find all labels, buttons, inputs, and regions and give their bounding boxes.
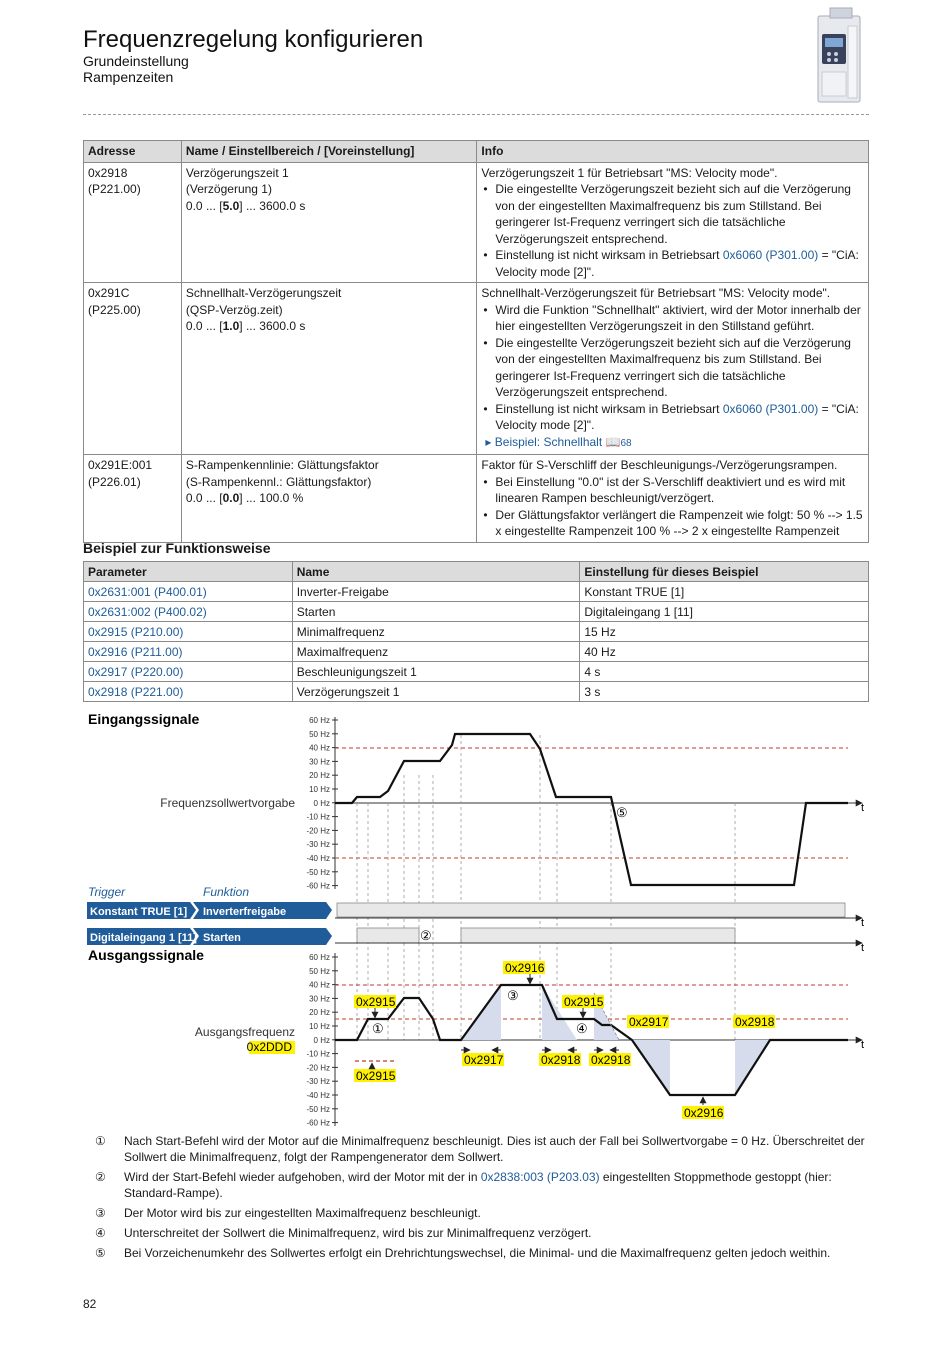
info-bullet: • Wird die Funktion "Schnellhalt" aktiviert, wird der Motor innerhalb der hier eingestellten Verzögerungszeit in den Stillstand geführt. bbox=[495, 302, 864, 335]
axis-tick-label: 20 Hz bbox=[309, 771, 330, 781]
param-short-name: (Verzögerung 1) bbox=[185, 182, 272, 196]
table-cell: 40 Hz bbox=[580, 642, 869, 662]
note-item: ③ Der Motor wird bis zur eingestellten Maximalfrequenz beschleunigt. bbox=[95, 1206, 481, 1220]
tag-decel-time: 0x2918 bbox=[735, 1015, 775, 1029]
axis-tick-label: -40 Hz bbox=[306, 1091, 330, 1100]
time-axis-label: t bbox=[861, 917, 865, 929]
column-header: Name / Einstellbereich / [Voreinstellung] bbox=[181, 141, 477, 163]
table-row bbox=[84, 455, 869, 543]
note-item: ② Wird der Start-Befehl wieder aufgehoben, wird der Motor mit der in 0x2838:003 (P203.03) eingestellten Stoppmethode gestoppt (hier: Standard-Rampe). bbox=[95, 1170, 832, 1200]
axis-tick-label: 50 Hz bbox=[309, 966, 330, 976]
table-row bbox=[84, 662, 869, 682]
output-label: Ausgangsfrequenz bbox=[194, 1025, 295, 1039]
axis-tick-label: -60 Hz bbox=[306, 1118, 330, 1128]
example-table bbox=[83, 561, 869, 702]
axis-tick-label: 10 Hz bbox=[309, 785, 330, 794]
param-link[interactable]: 0x2631:001 (P400.01) bbox=[84, 582, 293, 602]
page-number: 82 bbox=[83, 1297, 97, 1311]
marker-2: ② bbox=[420, 928, 432, 943]
info-bullet: • Der Glättungsfaktor verlängert die Rampenzeit wie folgt: 50 % --> 1.5 x eingestellte Rampenzeit 100 % --> 2 x eingestellte Rampenzeit bbox=[495, 507, 864, 540]
parameter-table bbox=[83, 140, 869, 543]
signal-inverter-enable bbox=[87, 902, 864, 929]
column-header: Einstellung für dieses Beispiel bbox=[580, 562, 869, 582]
tag-decel-time: 0x2918 bbox=[541, 1053, 581, 1067]
signal2-trigger-text: Digitaleingang 1 [11] bbox=[90, 932, 197, 944]
param-range: 0.0 ... [0.0] ... 100.0 % bbox=[185, 491, 304, 505]
param-link[interactable]: 0x2915 (P210.00) bbox=[84, 622, 293, 642]
axis-tick-label: 30 Hz bbox=[309, 994, 330, 1004]
axis-tick-label: 30 Hz bbox=[309, 757, 330, 767]
param-link[interactable]: 0x2918 (P221.00) bbox=[84, 682, 293, 702]
marker-5: ⑤ bbox=[616, 805, 628, 820]
axis-tick-label: 40 Hz bbox=[309, 980, 330, 990]
signal2-function-text: Starten bbox=[203, 932, 241, 944]
column-header: Adresse bbox=[84, 141, 182, 163]
axis-tick-label: -40 Hz bbox=[306, 854, 330, 863]
setpoint-label: Frequenzsollwertvorgabe bbox=[160, 796, 295, 810]
param-short-name: (QSP-Verzög.zeit) bbox=[185, 302, 283, 317]
axis-tick-label: -20 Hz bbox=[306, 826, 330, 836]
table-header-row bbox=[84, 141, 869, 163]
table-cell: 4 s bbox=[580, 662, 869, 682]
param-link[interactable]: 0x2917 (P220.00) bbox=[84, 662, 293, 682]
address-alias: (P226.01) bbox=[88, 474, 141, 489]
table-cell: Inverter-Freigabe bbox=[292, 582, 580, 602]
param-name: Schnellhalt-Verzögerungszeit bbox=[185, 286, 342, 300]
table-row bbox=[84, 602, 869, 622]
table-cell: 3 s bbox=[580, 682, 869, 702]
section-title: Beispiel zur Funktionsweise bbox=[83, 540, 271, 556]
table-cell: Minimalfrequenz bbox=[292, 622, 580, 642]
param-range: 0.0 ... [5.0] ... 3600.0 s bbox=[185, 198, 306, 213]
axis-tick-label: -50 Hz bbox=[306, 1104, 330, 1114]
param-short-name: (S-Rampenkennl.: Glättungsfaktor) bbox=[185, 474, 372, 489]
input-signals-title: Eingangssignale bbox=[88, 711, 200, 727]
output-param-text: 0x2DDD bbox=[246, 1040, 292, 1054]
address-alias: (P221.00) bbox=[88, 182, 141, 196]
example-link[interactable]: ▸ Beispiel: Schnellhalt bbox=[485, 435, 602, 449]
axis-tick-label: -50 Hz bbox=[306, 867, 330, 877]
column-header: Name bbox=[292, 562, 580, 582]
axis-tick-label: 40 Hz bbox=[309, 743, 330, 753]
axis-tick-label: 60 Hz bbox=[309, 953, 330, 962]
column-header: Info bbox=[477, 141, 869, 163]
page-title: Frequenzregelung konfigurieren bbox=[83, 26, 424, 53]
info-bullet: • Einstellung ist nicht wirksam in Betriebsart 0x6060 (P301.00) = "CiA: Velocity mode [2]". bbox=[495, 401, 864, 434]
note-item: ⑤ Bei Vorzeichenumkehr des Sollwertes erfolgt ein Drehrichtungswechsel, die Minimal- und die Maximalfrequenz gelten jedoch weithin. bbox=[95, 1246, 831, 1260]
book-icon: 📖 bbox=[605, 434, 621, 449]
table-cell: Maximalfrequenz bbox=[292, 642, 580, 662]
marker-3: ③ bbox=[507, 988, 519, 1003]
timing-diagram bbox=[0, 705, 950, 1130]
table-header-row bbox=[84, 562, 869, 582]
time-axis-label: t bbox=[861, 802, 865, 814]
param-name: S-Rampenkennlinie: Glättungsfaktor bbox=[185, 458, 379, 472]
axis-tick-label: -10 Hz bbox=[306, 1049, 330, 1059]
axis-tick-label: 0 Hz bbox=[313, 1035, 330, 1045]
table-row bbox=[84, 622, 869, 642]
table-cell: Verzögerungszeit 1 bbox=[292, 682, 580, 702]
tag-accel-time: 0x2917 bbox=[464, 1053, 504, 1067]
axis-tick-label: -60 Hz bbox=[306, 881, 330, 891]
info-title: Faktor für S-Verschliff der Beschleunigungs-/Verzögerungsrampen. bbox=[481, 458, 838, 472]
time-axis-label: t bbox=[861, 942, 865, 954]
info-bullet: • Einstellung ist nicht wirksam in Betriebsart 0x6060 (P301.00) = "CiA: Velocity mode [2]". bbox=[495, 247, 864, 280]
inverter-device-icon bbox=[812, 6, 866, 104]
info-title: Schnellhalt-Verzögerungszeit für Betriebsart "MS: Velocity mode". bbox=[481, 286, 831, 300]
breadcrumb-level-1: Grundeinstellung bbox=[83, 53, 189, 69]
tag-decel-time: 0x2918 bbox=[591, 1053, 631, 1067]
table-row bbox=[84, 582, 869, 602]
address: 0x291C bbox=[88, 286, 130, 300]
table-cell: Digitaleingang 1 [11] bbox=[580, 602, 869, 622]
param-link[interactable]: 0x2916 (P211.00) bbox=[84, 642, 293, 662]
info-bullet: • Bei Einstellung "0.0" ist der S-Verschliff deaktiviert und es wird mit linearen Rampen beschleunigt/verzögert. bbox=[495, 474, 864, 507]
param-link[interactable]: 0x6060 (P301.00) bbox=[722, 401, 819, 416]
marker-4: ④ bbox=[576, 1021, 588, 1036]
breadcrumb-level-2: Rampenzeiten bbox=[83, 69, 174, 85]
axis-tick-label: 10 Hz bbox=[309, 1022, 330, 1031]
page-ref[interactable]: 68 bbox=[620, 437, 632, 449]
tag-accel-time: 0x2917 bbox=[629, 1015, 669, 1029]
table-row bbox=[84, 283, 869, 455]
trigger-label: Trigger bbox=[88, 885, 126, 899]
axis-tick-label: -20 Hz bbox=[306, 1063, 330, 1073]
table-cell: 15 Hz bbox=[580, 622, 869, 642]
tag-min-frequency: 0x2915 bbox=[564, 995, 604, 1009]
info-title: Verzögerungszeit 1 für Betriebsart "MS: Velocity mode". bbox=[481, 165, 778, 180]
table-cell: Starten bbox=[292, 602, 580, 622]
tag-max-frequency: 0x2916 bbox=[684, 1106, 724, 1120]
setpoint-axis bbox=[306, 716, 865, 891]
header-separator bbox=[83, 114, 869, 115]
axis-tick-label: -30 Hz bbox=[306, 1077, 330, 1087]
signal1-trigger-text: Konstant TRUE [1] bbox=[90, 906, 188, 918]
signal1-function-text: Inverterfreigabe bbox=[203, 906, 287, 918]
tag-min-frequency: 0x2915 bbox=[356, 1069, 396, 1083]
footnotes bbox=[95, 1133, 875, 1265]
function-label: Funktion bbox=[203, 885, 250, 899]
info-bullet: • Die eingestellte Verzögerungszeit bezieht sich auf die Verzögerung von der eingestellten Maximalfrequenz bis zum Stillstand. Bei geringerer Ist-Frequenz verringert sich die tatsächliche Verzögerungszeit entsprechend. bbox=[495, 181, 864, 247]
note-item: ① Nach Start-Befehl wird der Motor auf die Minimalfrequenz beschleunigt. Dies ist auch der Fall bei Sollwertvorgabe = 0 Hz. Überschreitet der Sollwert die Minimalfrequenz, folgt der Rampengenerator dem Sollwert. bbox=[95, 1134, 865, 1164]
param-name: Verzögerungszeit 1 bbox=[185, 165, 289, 180]
table-cell: Konstant TRUE [1] bbox=[580, 582, 869, 602]
table-cell: Beschleunigungszeit 1 bbox=[292, 662, 580, 682]
param-range: 0.0 ... [1.0] ... 3600.0 s bbox=[185, 319, 306, 333]
table-row bbox=[84, 682, 869, 702]
axis-tick-label: 60 Hz bbox=[309, 716, 330, 725]
table-row bbox=[84, 162, 869, 283]
address: 0x291E:001 bbox=[88, 458, 153, 472]
axis-tick-label: 50 Hz bbox=[309, 729, 330, 739]
param-link[interactable]: 0x2631:002 (P400.02) bbox=[84, 602, 293, 622]
marker-1: ① bbox=[372, 1021, 384, 1036]
tag-max-frequency: 0x2916 bbox=[505, 961, 545, 975]
param-link[interactable]: 0x2838:003 (P203.03) bbox=[480, 1170, 600, 1184]
axis-tick-label: -10 Hz bbox=[306, 812, 330, 822]
address-alias: (P225.00) bbox=[88, 302, 141, 317]
setpoint-curve bbox=[335, 734, 848, 885]
note-item: ④ Unterschreitet der Sollwert die Minimalfrequenz, wird bis zur Minimalfrequenz verzögert. bbox=[95, 1226, 592, 1240]
output-signals-title: Ausgangssignale bbox=[88, 947, 204, 963]
address: 0x2918 bbox=[88, 165, 128, 180]
param-link[interactable]: 0x6060 (P301.00) bbox=[722, 248, 819, 262]
axis-tick-label: 20 Hz bbox=[309, 1008, 330, 1018]
tag-min-frequency: 0x2915 bbox=[356, 995, 396, 1009]
time-axis-label: t bbox=[861, 1039, 865, 1051]
axis-tick-label: 0 Hz bbox=[313, 798, 330, 808]
info-bullet: • Die eingestellte Verzögerungszeit bezieht sich auf die Verzögerung von der eingestellten Maximalfrequenz bis zum Stillstand. Bei geringerer Ist-Frequenz verringert sich die tatsächliche Verzögerungszeit entsprechend. bbox=[495, 335, 864, 401]
table-row bbox=[84, 642, 869, 662]
axis-tick-label: -30 Hz bbox=[306, 840, 330, 850]
column-header: Parameter bbox=[84, 562, 293, 582]
